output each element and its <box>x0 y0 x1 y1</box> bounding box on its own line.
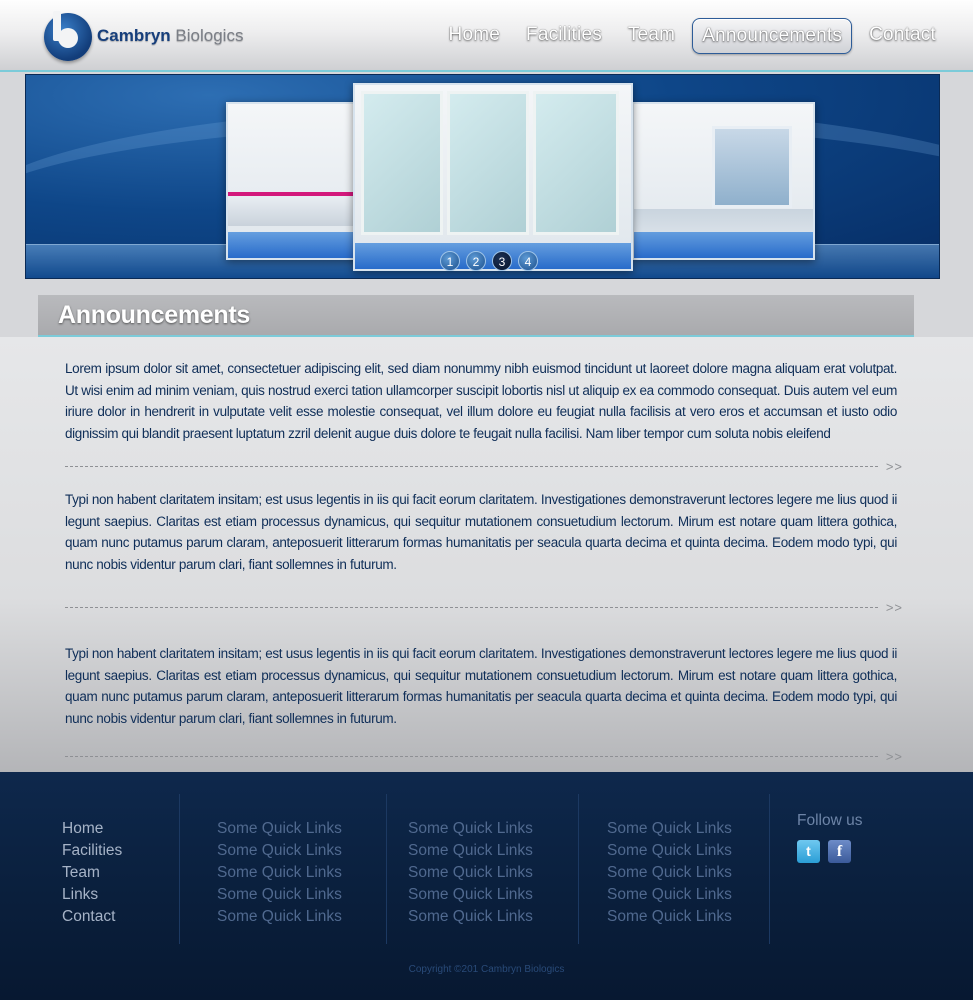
image-slider <box>25 74 940 279</box>
read-more-link[interactable]: >> <box>885 458 903 474</box>
brand-logo[interactable] <box>44 13 264 63</box>
announcement-separator <box>65 600 903 614</box>
social-links <box>797 840 862 863</box>
slider-dot-1[interactable]: 1 <box>440 251 460 271</box>
follow-title: Follow us <box>797 812 863 829</box>
announcement-separator <box>65 749 903 763</box>
footer-divider <box>179 794 180 944</box>
slider-pagination <box>440 251 538 271</box>
facebook-icon[interactable]: f <box>828 840 851 863</box>
quick-link[interactable]: Some Quick Links <box>408 820 533 837</box>
footer-follow <box>797 812 862 863</box>
cleanroom-window-image <box>712 126 792 208</box>
nav-item-team[interactable]: Team <box>627 24 676 45</box>
quick-link[interactable]: Some Quick Links <box>217 886 342 903</box>
copyright-text: Copyright ©201 Cambryn Biologics <box>408 964 565 975</box>
announcement-text: Typi non habent claritatem insitam; est usus legentis in iis qui facit eorum claritatem. Investigationes demonstraverunt lectores legere me lius quod ii legunt saepius. Claritas est etiam processus dynamicus, qui sequitur mutationem consuetudium lectorum. Mirum est notare quam littera gothica, quam nunc putamus parum claram, anteposuerit litterarum formas humanitatis per seacula quarta decima et quinta decima. Eodem modo typi, qui nunc nobis videntur parum clari, fiant sollemnes in futurum. <box>65 492 897 572</box>
quick-link[interactable]: Some Quick Links <box>607 864 732 881</box>
lab-bench-image <box>228 192 359 226</box>
site-footer <box>0 772 973 1000</box>
quick-link[interactable]: Some Quick Links <box>607 886 732 903</box>
footer-quick-links-3 <box>607 818 732 928</box>
footer-quick-links-1 <box>217 818 342 928</box>
nav-item-contact[interactable]: Contact <box>869 24 936 45</box>
footer-main-links <box>62 818 122 928</box>
quick-link[interactable]: Some Quick Links <box>217 864 342 881</box>
quick-link[interactable]: Some Quick Links <box>217 842 342 859</box>
nav-item-facilities[interactable]: Facilities <box>526 24 602 45</box>
footer-link-home[interactable]: Home <box>62 820 104 837</box>
footer-divider <box>386 794 387 944</box>
quick-link[interactable]: Some Quick Links <box>217 820 342 837</box>
brand-name-bold: Cambryn <box>97 26 171 45</box>
quick-link[interactable]: Some Quick Links <box>607 820 732 837</box>
section-header <box>38 295 914 337</box>
footer-link-team[interactable]: Team <box>62 864 100 881</box>
site-header <box>0 0 973 72</box>
slide-lab-bench[interactable] <box>226 102 361 260</box>
slider-dot-3[interactable]: 3 <box>492 251 512 271</box>
quick-link[interactable]: Some Quick Links <box>408 886 533 903</box>
footer-link-contact[interactable]: Contact <box>62 908 116 925</box>
quick-link[interactable]: Some Quick Links <box>408 842 533 859</box>
page-title: Announcements <box>58 301 250 329</box>
glass-panel-image <box>361 91 443 235</box>
read-more-link[interactable]: >> <box>885 748 903 764</box>
quick-link[interactable]: Some Quick Links <box>607 908 732 925</box>
nav-item-announcements[interactable]: Announcements <box>692 18 852 54</box>
read-more-link[interactable]: >> <box>885 599 903 615</box>
quick-link[interactable]: Some Quick Links <box>607 842 732 859</box>
footer-quick-links-2 <box>408 818 533 928</box>
footer-link-links[interactable]: Links <box>62 886 99 903</box>
slider-dot-2[interactable]: 2 <box>466 251 486 271</box>
footer-divider <box>769 794 770 944</box>
footer-link-facilities[interactable]: Facilities <box>62 842 123 859</box>
slider-dot-4[interactable]: 4 <box>518 251 538 271</box>
announcement-text: Typi non habent claritatem insitam; est usus legentis in iis qui facit eorum claritatem. Investigationes demonstraverunt lectores legere me lius quod ii legunt saepius. Claritas est etiam processus dynamicus, qui sequitur mutationem consuetudium lectorum. Mirum est notare quam littera gothica, quam nunc putamus parum claram, anteposuerit litterarum formas humanitatis per seacula quarta decima et quinta decima. Eodem modo typi, qui nunc nobis videntur parum clari, fiant sollemnes in futurum. <box>65 646 897 726</box>
main-nav <box>440 18 945 54</box>
quick-link[interactable]: Some Quick Links <box>217 908 342 925</box>
logo-mark-icon <box>44 13 92 61</box>
brand-name-light: Biologics <box>175 26 244 45</box>
nav-item-home[interactable]: Home <box>448 24 501 45</box>
footer-divider <box>578 794 579 944</box>
announcement-separator <box>65 459 903 473</box>
quick-link[interactable]: Some Quick Links <box>408 908 533 925</box>
announcement-text: Lorem ipsum dolor sit amet, consectetuer adipiscing elit, sed diam nonummy nibh euismod tincidunt ut laoreet dolore magna aliquam erat volutpat. Ut wisi enim ad minim veniam, quis nostrud exerci tation ullamcorper suscipit lobortis nisl ut aliquip ex ea commodo consequat. Duis autem vel eum iriure dolor in hendrerit in vulputate velit esse molestie consequat, vel illum dolore eu feugiat nulla facilisis at vero eros et accumsan et iusto odio dignissim qui blandit praesent luptatum zzril delenit augue duis dolore te feugait nulla facilisi. Nam liber tempor cum soluta nobis eleifend <box>65 361 897 441</box>
twitter-icon[interactable]: t <box>797 840 820 863</box>
brand-name <box>97 26 243 46</box>
slide-cleanroom-glass[interactable] <box>353 83 633 271</box>
slide-cleanroom-window[interactable] <box>632 102 815 260</box>
quick-link[interactable]: Some Quick Links <box>408 864 533 881</box>
